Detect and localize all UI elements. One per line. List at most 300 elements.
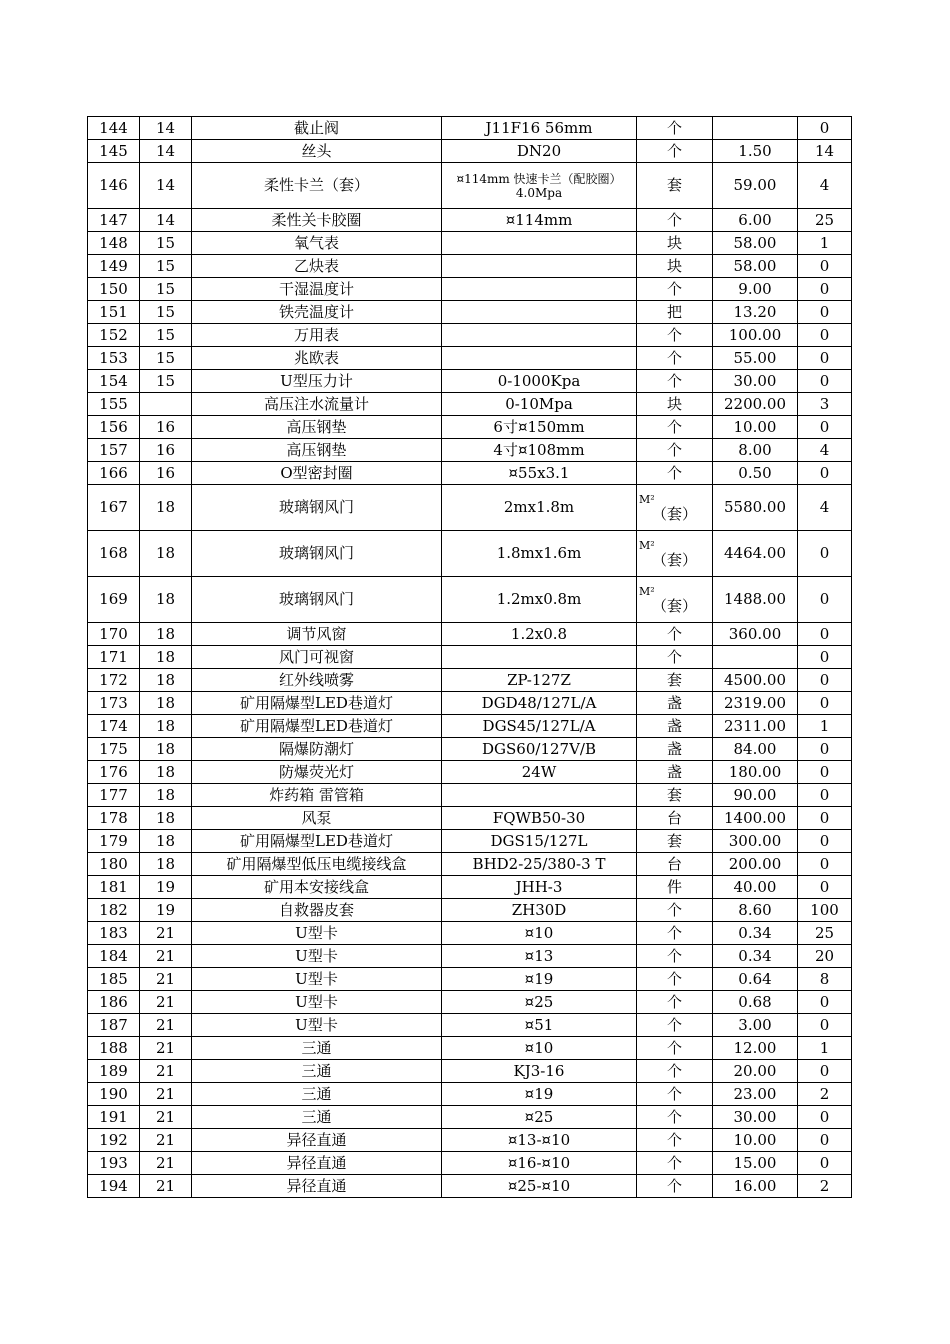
- item-name-cell: 异径直通: [192, 1175, 442, 1198]
- category-cell: 16: [140, 462, 192, 485]
- item-name-cell: 截止阀: [192, 117, 442, 140]
- spec-cell: 4寸¤108mm: [442, 439, 637, 462]
- table-row: [88, 209, 852, 232]
- unit-cell: 个: [637, 922, 713, 945]
- category-cell: 18: [140, 761, 192, 784]
- item-name-cell: 矿用本安接线盒: [192, 876, 442, 899]
- item-name-cell: 自救器皮套: [192, 899, 442, 922]
- item-name-cell: 氧气表: [192, 232, 442, 255]
- quantity-cell: 0: [798, 347, 852, 370]
- quantity-cell: 0: [798, 1152, 852, 1175]
- quantity-cell: 2: [798, 1175, 852, 1198]
- spec-cell: DN20: [442, 140, 637, 163]
- unit-area-symbol: M²: [639, 538, 655, 552]
- unit-cell: 盏: [637, 715, 713, 738]
- unit-cell: 台: [637, 807, 713, 830]
- item-name-cell: 矿用隔爆型LED巷道灯: [192, 692, 442, 715]
- quantity-cell: 0: [798, 462, 852, 485]
- table-row: [88, 255, 852, 278]
- quantity-cell: 0: [798, 623, 852, 646]
- quantity-cell: 4: [798, 439, 852, 462]
- unit-cell: 个: [637, 1083, 713, 1106]
- row-number-cell: 166: [88, 462, 140, 485]
- row-number-cell: 194: [88, 1175, 140, 1198]
- unit-cell: [637, 531, 713, 577]
- unit-price-cell: 8.60: [713, 899, 798, 922]
- row-number-cell: 178: [88, 807, 140, 830]
- row-number-cell: 184: [88, 945, 140, 968]
- unit-price-cell: 5580.00: [713, 485, 798, 531]
- quantity-cell: 0: [798, 1060, 852, 1083]
- row-number-cell: 152: [88, 324, 140, 347]
- row-number-cell: 188: [88, 1037, 140, 1060]
- unit-cell: [637, 485, 713, 531]
- unit-price-cell: [713, 117, 798, 140]
- table-row: [88, 301, 852, 324]
- quantity-cell: 0: [798, 301, 852, 324]
- unit-cell: [637, 577, 713, 623]
- item-name-cell: 三通: [192, 1083, 442, 1106]
- unit-price-cell: [713, 646, 798, 669]
- category-cell: 18: [140, 485, 192, 531]
- unit-price-cell: 0.34: [713, 922, 798, 945]
- table-row: [88, 1060, 852, 1083]
- spec-cell: DGS15/127L: [442, 830, 637, 853]
- row-number-cell: 172: [88, 669, 140, 692]
- quantity-cell: 1: [798, 1037, 852, 1060]
- unit-price-cell: 0.68: [713, 991, 798, 1014]
- category-cell: 16: [140, 416, 192, 439]
- table-row: [88, 416, 852, 439]
- quantity-cell: 1: [798, 715, 852, 738]
- spec-cell: 1.2mx0.8m: [442, 577, 637, 623]
- table-row: [88, 140, 852, 163]
- table-row: [88, 278, 852, 301]
- row-number-cell: 175: [88, 738, 140, 761]
- quantity-cell: 0: [798, 1014, 852, 1037]
- unit-cell: 个: [637, 1037, 713, 1060]
- row-number-cell: 168: [88, 531, 140, 577]
- spec-cell: DGS45/127L/A: [442, 715, 637, 738]
- spec-cell: 0-10Mpa: [442, 393, 637, 416]
- spec-cell: KJ3-16: [442, 1060, 637, 1083]
- unit-price-cell: 40.00: [713, 876, 798, 899]
- item-name-cell: 玻璃钢风门: [192, 577, 442, 623]
- spec-cell: [442, 255, 637, 278]
- spec-cell: ¤51: [442, 1014, 637, 1037]
- table-row: [88, 232, 852, 255]
- quantity-cell: 25: [798, 922, 852, 945]
- item-name-cell: 三通: [192, 1037, 442, 1060]
- unit-price-cell: 55.00: [713, 347, 798, 370]
- category-cell: 18: [140, 531, 192, 577]
- category-cell: 18: [140, 623, 192, 646]
- item-name-cell: 三通: [192, 1060, 442, 1083]
- quantity-cell: 0: [798, 255, 852, 278]
- unit-cell: 个: [637, 462, 713, 485]
- table-row: [88, 1014, 852, 1037]
- unit-price-cell: 30.00: [713, 370, 798, 393]
- row-number-cell: 169: [88, 577, 140, 623]
- item-name-cell: 乙炔表: [192, 255, 442, 278]
- quantity-cell: 0: [798, 761, 852, 784]
- spec-cell: [442, 324, 637, 347]
- row-number-cell: 170: [88, 623, 140, 646]
- unit-cell: 个: [637, 140, 713, 163]
- unit-price-cell: 13.20: [713, 301, 798, 324]
- row-number-cell: 153: [88, 347, 140, 370]
- unit-price-cell: 16.00: [713, 1175, 798, 1198]
- row-number-cell: 154: [88, 370, 140, 393]
- spec-cell: ¤55x3.1: [442, 462, 637, 485]
- table-row: [88, 485, 852, 531]
- unit-cell: 块: [637, 232, 713, 255]
- row-number-cell: 187: [88, 1014, 140, 1037]
- category-cell: 21: [140, 1106, 192, 1129]
- row-number-cell: 145: [88, 140, 140, 163]
- row-number-cell: 190: [88, 1083, 140, 1106]
- unit-cell: 盏: [637, 738, 713, 761]
- row-number-cell: 183: [88, 922, 140, 945]
- item-name-cell: 高压钢垫: [192, 416, 442, 439]
- category-cell: 15: [140, 232, 192, 255]
- table-row: [88, 462, 852, 485]
- unit-cell: 个: [637, 1014, 713, 1037]
- category-cell: 19: [140, 899, 192, 922]
- item-name-cell: 异径直通: [192, 1129, 442, 1152]
- spec-cell: 0-1000Kpa: [442, 370, 637, 393]
- item-name-cell: 矿用隔爆型低压电缆接线盒: [192, 853, 442, 876]
- category-cell: 14: [140, 209, 192, 232]
- unit-area-symbol: M²: [639, 492, 655, 506]
- quantity-cell: 0: [798, 577, 852, 623]
- category-cell: 18: [140, 738, 192, 761]
- spec-cell: [442, 784, 637, 807]
- unit-price-cell: 2319.00: [713, 692, 798, 715]
- table-row: [88, 853, 852, 876]
- category-cell: 21: [140, 968, 192, 991]
- row-number-cell: 174: [88, 715, 140, 738]
- quantity-cell: 0: [798, 692, 852, 715]
- spec-cell: ¤19: [442, 968, 637, 991]
- unit-price-cell: 23.00: [713, 1083, 798, 1106]
- unit-cell: 套: [637, 669, 713, 692]
- spec-cell: [442, 232, 637, 255]
- item-name-cell: 调节风窗: [192, 623, 442, 646]
- category-cell: 21: [140, 1083, 192, 1106]
- table-row: [88, 669, 852, 692]
- unit-cell: 个: [637, 209, 713, 232]
- unit-price-cell: 10.00: [713, 1129, 798, 1152]
- table-row: [88, 692, 852, 715]
- unit-cell: 个: [637, 278, 713, 301]
- quantity-cell: 1: [798, 232, 852, 255]
- spec-cell: ¤25: [442, 1106, 637, 1129]
- quantity-cell: 0: [798, 531, 852, 577]
- item-name-cell: 三通: [192, 1106, 442, 1129]
- unit-cell: 个: [637, 347, 713, 370]
- spec-cell: 6寸¤150mm: [442, 416, 637, 439]
- table-row: [88, 370, 852, 393]
- table-row: [88, 830, 852, 853]
- table-row: [88, 876, 852, 899]
- item-name-cell: 风门可视窗: [192, 646, 442, 669]
- table-row: [88, 439, 852, 462]
- category-cell: 15: [140, 278, 192, 301]
- item-name-cell: U型压力计: [192, 370, 442, 393]
- quantity-cell: 100: [798, 899, 852, 922]
- unit-label: （套）: [651, 550, 697, 569]
- quantity-cell: 0: [798, 669, 852, 692]
- unit-cell: 个: [637, 370, 713, 393]
- row-number-cell: 167: [88, 485, 140, 531]
- item-name-cell: 矿用隔爆型LED巷道灯: [192, 830, 442, 853]
- unit-label: （套）: [651, 504, 697, 523]
- unit-cell: 把: [637, 301, 713, 324]
- unit-price-cell: 4464.00: [713, 531, 798, 577]
- unit-price-cell: 10.00: [713, 416, 798, 439]
- item-name-cell: 防爆荧光灯: [192, 761, 442, 784]
- category-cell: 18: [140, 646, 192, 669]
- unit-cell: 台: [637, 853, 713, 876]
- item-name-cell: U型卡: [192, 945, 442, 968]
- row-number-cell: 149: [88, 255, 140, 278]
- unit-cell: 个: [637, 899, 713, 922]
- item-name-cell: U型卡: [192, 922, 442, 945]
- quantity-cell: 0: [798, 1129, 852, 1152]
- quantity-cell: 20: [798, 945, 852, 968]
- row-number-cell: 150: [88, 278, 140, 301]
- row-number-cell: 157: [88, 439, 140, 462]
- table-row: [88, 1037, 852, 1060]
- spec-cell: 1.8mx1.6m: [442, 531, 637, 577]
- unit-price-cell: 0.34: [713, 945, 798, 968]
- unit-price-cell: 84.00: [713, 738, 798, 761]
- unit-cell: 件: [637, 876, 713, 899]
- unit-price-cell: 1488.00: [713, 577, 798, 623]
- item-name-cell: 丝头: [192, 140, 442, 163]
- row-number-cell: 144: [88, 117, 140, 140]
- unit-cell: 个: [637, 1129, 713, 1152]
- table-row: [88, 393, 852, 416]
- row-number-cell: 147: [88, 209, 140, 232]
- unit-cell: 块: [637, 255, 713, 278]
- row-number-cell: 185: [88, 968, 140, 991]
- spec-cell: ZP-127Z: [442, 669, 637, 692]
- item-name-cell: 隔爆防潮灯: [192, 738, 442, 761]
- inventory-table-body: [88, 117, 852, 1198]
- quantity-cell: 0: [798, 1106, 852, 1129]
- unit-price-cell: 15.00: [713, 1152, 798, 1175]
- table-row: [88, 968, 852, 991]
- spec-cell: ¤13-¤10: [442, 1129, 637, 1152]
- category-cell: 14: [140, 117, 192, 140]
- quantity-cell: 0: [798, 278, 852, 301]
- category-cell: 18: [140, 830, 192, 853]
- category-cell: 18: [140, 577, 192, 623]
- category-cell: 19: [140, 876, 192, 899]
- spec-cell: 1.2x0.8: [442, 623, 637, 646]
- item-name-cell: 风泵: [192, 807, 442, 830]
- table-row: [88, 117, 852, 140]
- unit-cell: 个: [637, 439, 713, 462]
- category-cell: 15: [140, 347, 192, 370]
- unit-price-cell: 12.00: [713, 1037, 798, 1060]
- spec-cell: [442, 646, 637, 669]
- unit-cell: 个: [637, 1175, 713, 1198]
- table-row: [88, 646, 852, 669]
- quantity-cell: 0: [798, 324, 852, 347]
- row-number-cell: 148: [88, 232, 140, 255]
- spec-cell: [442, 301, 637, 324]
- unit-cell: 套: [637, 784, 713, 807]
- unit-cell: 套: [637, 163, 713, 209]
- row-number-cell: 155: [88, 393, 140, 416]
- spec-cell: ¤114mm 快速卡兰（配胶圈）4.0Mpa: [442, 163, 637, 209]
- category-cell: 21: [140, 1037, 192, 1060]
- unit-price-cell: 6.00: [713, 209, 798, 232]
- spec-cell: ZH30D: [442, 899, 637, 922]
- spec-cell: BHD2-25/380-3 T: [442, 853, 637, 876]
- table-row: [88, 922, 852, 945]
- unit-price-cell: 90.00: [713, 784, 798, 807]
- category-cell: 21: [140, 945, 192, 968]
- unit-cell: 个: [637, 1106, 713, 1129]
- unit-price-cell: 200.00: [713, 853, 798, 876]
- row-number-cell: 179: [88, 830, 140, 853]
- table-row: [88, 531, 852, 577]
- unit-cell: 块: [637, 393, 713, 416]
- row-number-cell: 146: [88, 163, 140, 209]
- quantity-cell: 4: [798, 485, 852, 531]
- quantity-cell: 0: [798, 117, 852, 140]
- item-name-cell: 万用表: [192, 324, 442, 347]
- spec-cell: JHH-3: [442, 876, 637, 899]
- unit-price-cell: 2311.00: [713, 715, 798, 738]
- unit-cell: 盏: [637, 692, 713, 715]
- unit-cell: 个: [637, 623, 713, 646]
- spec-cell: ¤10: [442, 1037, 637, 1060]
- unit-area-symbol: M²: [639, 584, 655, 598]
- category-cell: 18: [140, 669, 192, 692]
- item-name-cell: O型密封圈: [192, 462, 442, 485]
- table-row: [88, 738, 852, 761]
- unit-cell: 个: [637, 646, 713, 669]
- row-number-cell: 151: [88, 301, 140, 324]
- category-cell: 21: [140, 991, 192, 1014]
- row-number-cell: 171: [88, 646, 140, 669]
- spec-cell: DGS60/127V/B: [442, 738, 637, 761]
- item-name-cell: 柔性卡兰（套）: [192, 163, 442, 209]
- row-number-cell: 176: [88, 761, 140, 784]
- table-row: [88, 945, 852, 968]
- unit-price-cell: 8.00: [713, 439, 798, 462]
- unit-cell: 个: [637, 324, 713, 347]
- unit-price-cell: 360.00: [713, 623, 798, 646]
- category-cell: 18: [140, 853, 192, 876]
- table-row: [88, 899, 852, 922]
- table-row: [88, 1152, 852, 1175]
- spec-cell: FQWB50-30: [442, 807, 637, 830]
- table-row: [88, 991, 852, 1014]
- category-cell: 14: [140, 140, 192, 163]
- unit-cell: 个: [637, 1152, 713, 1175]
- quantity-cell: 0: [798, 807, 852, 830]
- item-name-cell: 铁壳温度计: [192, 301, 442, 324]
- table-row: [88, 761, 852, 784]
- quantity-cell: 2: [798, 1083, 852, 1106]
- unit-cell: 个: [637, 1060, 713, 1083]
- spec-cell: DGD48/127L/A: [442, 692, 637, 715]
- item-name-cell: U型卡: [192, 968, 442, 991]
- category-cell: 21: [140, 1152, 192, 1175]
- category-cell: 14: [140, 163, 192, 209]
- unit-cell: 个: [637, 117, 713, 140]
- item-name-cell: 玻璃钢风门: [192, 531, 442, 577]
- unit-price-cell: 9.00: [713, 278, 798, 301]
- unit-price-cell: 300.00: [713, 830, 798, 853]
- row-number-cell: 177: [88, 784, 140, 807]
- unit-price-cell: 3.00: [713, 1014, 798, 1037]
- table-row: [88, 1083, 852, 1106]
- row-number-cell: 193: [88, 1152, 140, 1175]
- unit-cell: 套: [637, 830, 713, 853]
- table-row: [88, 324, 852, 347]
- unit-price-cell: 1400.00: [713, 807, 798, 830]
- spec-cell: J11F16 56mm: [442, 117, 637, 140]
- item-name-cell: 玻璃钢风门: [192, 485, 442, 531]
- row-number-cell: 189: [88, 1060, 140, 1083]
- category-cell: 15: [140, 301, 192, 324]
- table-row: [88, 784, 852, 807]
- unit-cell: 个: [637, 945, 713, 968]
- table-row: [88, 347, 852, 370]
- item-name-cell: 异径直通: [192, 1152, 442, 1175]
- item-name-cell: 红外线喷雾: [192, 669, 442, 692]
- spec-cell: ¤25: [442, 991, 637, 1014]
- unit-price-cell: 58.00: [713, 255, 798, 278]
- spec-cell: 2mx1.8m: [442, 485, 637, 531]
- quantity-cell: 25: [798, 209, 852, 232]
- spec-cell: ¤13: [442, 945, 637, 968]
- quantity-cell: 0: [798, 876, 852, 899]
- unit-price-cell: 58.00: [713, 232, 798, 255]
- unit-price-cell: 30.00: [713, 1106, 798, 1129]
- quantity-cell: 0: [798, 370, 852, 393]
- spec-cell: ¤16-¤10: [442, 1152, 637, 1175]
- item-name-cell: 炸药箱 雷管箱: [192, 784, 442, 807]
- row-number-cell: 173: [88, 692, 140, 715]
- table-row: [88, 1175, 852, 1198]
- spec-cell: ¤10: [442, 922, 637, 945]
- spec-cell: ¤25-¤10: [442, 1175, 637, 1198]
- table-row: [88, 577, 852, 623]
- unit-price-cell: 4500.00: [713, 669, 798, 692]
- category-cell: 21: [140, 1014, 192, 1037]
- table-row: [88, 1129, 852, 1152]
- category-cell: 21: [140, 1129, 192, 1152]
- inventory-table: [87, 116, 852, 1198]
- unit-price-cell: 59.00: [713, 163, 798, 209]
- quantity-cell: 3: [798, 393, 852, 416]
- item-name-cell: 柔性关卡胶圈: [192, 209, 442, 232]
- item-name-cell: 兆欧表: [192, 347, 442, 370]
- category-cell: 15: [140, 255, 192, 278]
- category-cell: [140, 393, 192, 416]
- unit-price-cell: 180.00: [713, 761, 798, 784]
- unit-cell: 个: [637, 416, 713, 439]
- unit-cell: 个: [637, 991, 713, 1014]
